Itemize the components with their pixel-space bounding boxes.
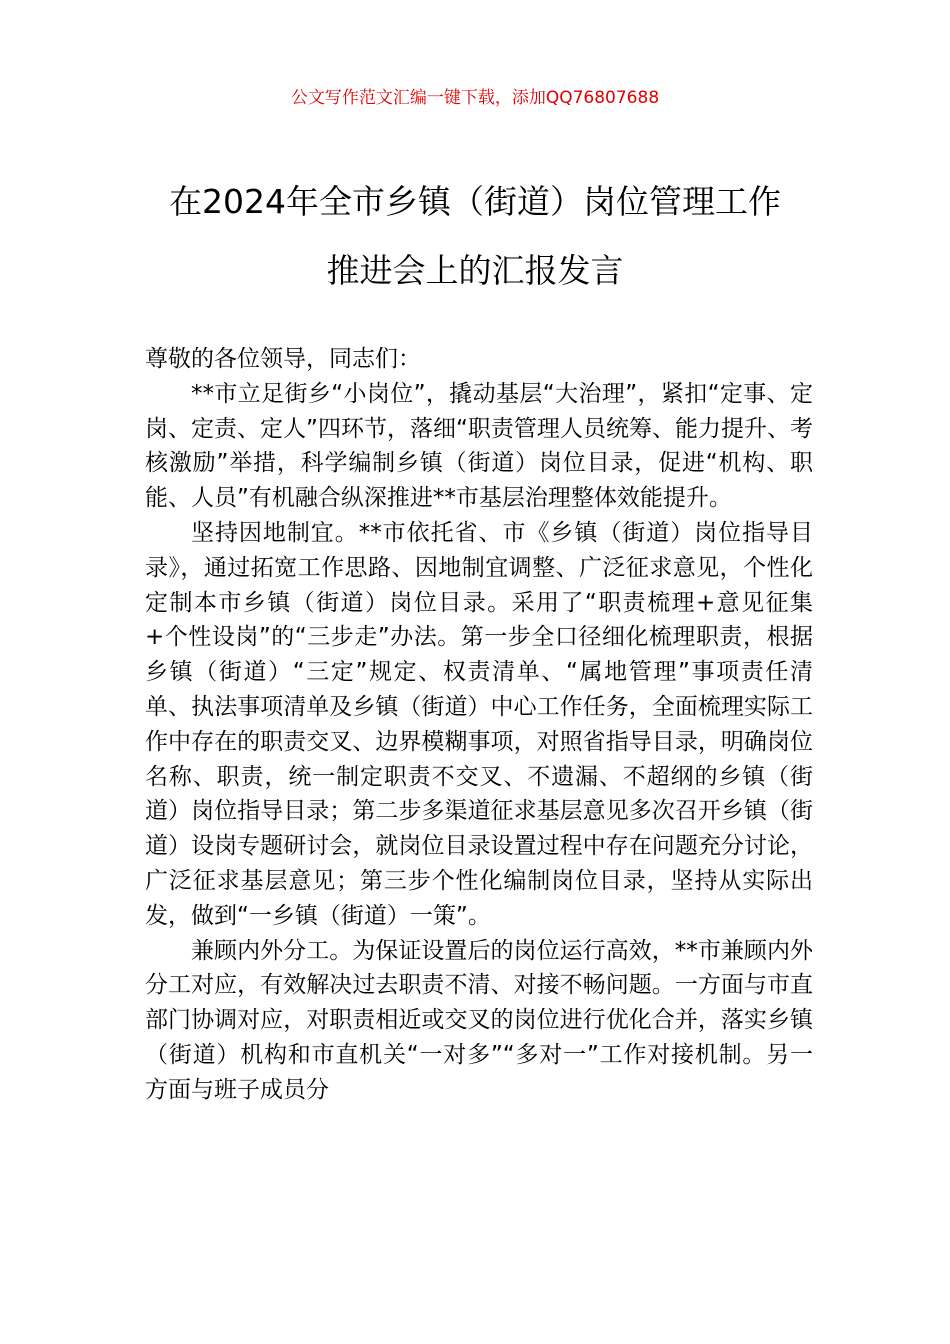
- paragraph-division-of-work: 兼顾内外分工。为保证设置后的岗位运行高效，**市兼顾内外分工对应，有效解决过去职责不清、对接不畅问题。一方面与市直部门协调对应，对职责相近或交叉的岗位进行优化合并，落实乡镇（街道）机构和市直机关“一对多”“多对一”工作对接机制。另一方面与班子成员分: [145, 937, 813, 1103]
- document-title-line-2: 推进会上的汇报发言: [326, 251, 624, 290]
- download-notice: 公文写作范文汇编一键下载，添加QQ76807688: [290, 88, 660, 108]
- document-body: [145, 342, 813, 1108]
- salutation: 尊敬的各位领导，同志们：: [145, 346, 421, 372]
- paragraph-intro: **市立足街乡“小岗位”，撬动基层“大治理”，紧扣“定事、定岗、定责、定人”四环节，落细“职责管理人员统筹、能力提升、考核激励”举措，科学编制乡镇（街道）岗位目录，促进“机构、职能、人员”有机融合纵深推进**市基层治理整体效能提升。: [145, 380, 813, 512]
- paragraph-adapt-local: 坚持因地制宜。**市依托省、市《乡镇（街道）岗位指导目录》，通过拓宽工作思路、因地制宜调整、广泛征求意见，个性化定制本市乡镇（街道）岗位目录。采用了“职责梳理+意见征集+个性设岗”的“三步走”办法。第一步全口径细化梳理职责，根据乡镇（街道）“三定”规定、权责清单、“属地管理”事项责任清单、执法事项清单及乡镇（街道）中心工作任务，全面梳理实际工作中存在的职责交叉、边界模糊事项，对照省指导目录，明确岗位名称、职责，统一制定职责不交叉、不遗漏、不超纲的乡镇（街道）岗位指导目录；第二步多渠道征求基层意见多次召开乡镇（街道）设岗专题研讨会，就岗位目录设置过程中存在问题充分讨论，广泛征求基层意见；第三步个性化编制岗位目录，坚持从实际出发，做到“一乡镇（街道）一策”。: [145, 519, 813, 929]
- document-title-line-1: 在2024年全市乡镇（街道）岗位管理工作: [169, 182, 781, 221]
